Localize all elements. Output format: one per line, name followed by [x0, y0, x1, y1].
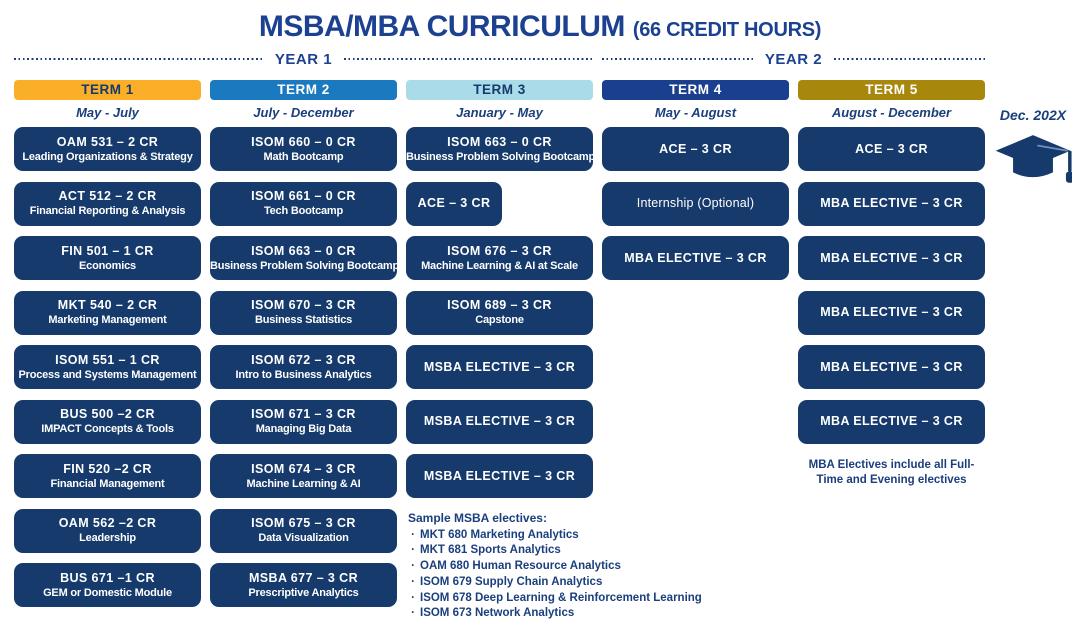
course-code: ISOM 660 – 0 CR [251, 134, 356, 149]
course-box [14, 182, 201, 226]
course-code: MBA ELECTIVE – 3 CR [820, 359, 963, 374]
dotted-line [602, 58, 753, 60]
course-code: MSBA ELECTIVE – 3 CR [423, 468, 576, 483]
course-box [210, 127, 397, 171]
term-months: July - December [253, 105, 354, 120]
course-box [798, 400, 985, 444]
dotted-line [344, 58, 593, 60]
course-box [406, 345, 593, 389]
elective-item [406, 543, 680, 559]
dotted-line [834, 58, 985, 60]
graduation-date: Dec. 202X [999, 107, 1067, 123]
course-title: Data Visualization [258, 532, 349, 544]
course-code: ISOM 551 – 1 CR [55, 352, 160, 367]
course-title: Leadership [79, 532, 136, 544]
course-box [798, 345, 985, 389]
course-title: Capstone [475, 314, 524, 326]
dotted-line [14, 58, 263, 60]
course-code: ACE – 3 CR [855, 141, 928, 156]
course-code: BUS 500 –2 CR [60, 407, 155, 421]
mba-electives-note: MBA Electives include all Full-Time and Evening electives [808, 459, 975, 486]
course-box [210, 509, 397, 553]
course-box [14, 291, 201, 335]
title-credit-hours: (66 CREDIT HOURS) [632, 19, 822, 41]
sample-electives [406, 510, 702, 623]
term-months: May - August [654, 105, 737, 120]
course-code: FIN 501 – 1 CR [61, 243, 154, 258]
elective-item [406, 591, 702, 607]
course-box [14, 236, 201, 280]
course-code: MSBA 677 – 3 CR [248, 570, 359, 585]
term-column-4 [602, 80, 789, 291]
course-box [14, 454, 201, 498]
course-box [210, 400, 397, 444]
course-code: ISOM 670 – 3 CR [251, 298, 356, 312]
course-code: ISOM 672 – 3 CR [251, 352, 356, 367]
course-code: ISOM 676 – 3 CR [447, 243, 552, 258]
course-code: ISOM 675 – 3 CR [251, 516, 356, 530]
course-code: ISOM 663 – 0 CR [447, 134, 552, 149]
course-title: GEM or Domestic Module [43, 586, 172, 599]
year-row [0, 50, 1080, 68]
course-box [406, 291, 593, 335]
course-box [406, 400, 593, 444]
course-box [14, 509, 201, 553]
page-title [0, 10, 1080, 44]
course-box [406, 127, 593, 171]
bullet-icon: · [411, 560, 415, 573]
grad-area [994, 80, 1072, 191]
course-title: Machine Learning & AI [246, 477, 361, 490]
course-title: Machine Learning & AI at Scale [421, 259, 578, 272]
course-box [798, 236, 985, 280]
course-box [210, 345, 397, 389]
course-code: ISOM 689 – 3 CR [447, 298, 552, 312]
elective-item [406, 559, 680, 575]
course-box [210, 182, 397, 226]
term-header: TERM 3 [406, 80, 593, 100]
elective-item-label: ISOM 673 Network Analytics [420, 607, 575, 620]
course-title: Financial Management [50, 477, 165, 490]
elective-item [406, 528, 680, 544]
course-code: ACT 512 – 2 CR [58, 189, 157, 203]
course-box [210, 454, 397, 498]
elective-item [406, 606, 680, 622]
course-box [798, 127, 985, 171]
course-box [602, 127, 789, 171]
course-box [210, 236, 397, 280]
course-code: BUS 671 –1 CR [60, 570, 155, 585]
course-code: ISOM 661 – 0 CR [251, 189, 356, 203]
course-title: Managing Big Data [255, 423, 352, 435]
course-title: Business Problem Solving Bootcamp [406, 150, 595, 163]
course-code: MSBA ELECTIVE – 3 CR [423, 359, 576, 374]
course-box [14, 345, 201, 389]
course-box [798, 291, 985, 335]
course-code: ISOM 674 – 3 CR [251, 461, 356, 476]
course-box [406, 182, 502, 226]
elective-item [406, 575, 680, 591]
course-title: Process and Systems Management [18, 368, 197, 381]
term-header: TERM 2 [210, 80, 397, 100]
course-code: ACE – 3 CR [659, 141, 732, 156]
course-title: Economics [79, 259, 136, 272]
course-box [798, 182, 985, 226]
bullet-icon: · [411, 575, 415, 588]
course-title: Financial Reporting & Analysis [29, 205, 186, 217]
elective-item-label: ISOM 678 Deep Learning & Reinforcement Learning [420, 591, 702, 604]
course-code: OAM 531 – 2 CR [56, 134, 159, 149]
course-title: IMPACT Concepts & Tools [41, 423, 174, 435]
course-code: ACE – 3 CR [417, 196, 491, 210]
course-box [14, 127, 201, 171]
course-code: FIN 520 –2 CR [63, 461, 152, 476]
course-title: Business Statistics [254, 314, 353, 326]
course-code: ISOM 663 – 0 CR [251, 243, 356, 258]
course-code: OAM 562 –2 CR [58, 516, 157, 530]
course-code: MBA ELECTIVE – 3 CR [820, 414, 963, 428]
term-months: May - July [76, 105, 139, 120]
terms-row [0, 80, 1080, 622]
course-box [602, 182, 789, 226]
bullet-icon: · [411, 591, 415, 604]
term-months: January - May [456, 105, 543, 120]
course-code: MKT 540 – 2 CR [57, 298, 158, 312]
bullet-icon: · [411, 607, 415, 620]
course-code: MBA ELECTIVE – 3 CR [820, 250, 963, 265]
course-code: Internship (Optional) [636, 196, 755, 210]
course-box [210, 563, 397, 607]
term-column-1 [14, 80, 201, 618]
course-code: MSBA ELECTIVE – 3 CR [423, 414, 576, 428]
year-1-band [14, 51, 593, 68]
year-2-label: YEAR 2 [764, 50, 823, 68]
course-code: MBA ELECTIVE – 3 CR [820, 196, 963, 210]
course-box [210, 291, 397, 335]
course-title: Marketing Management [48, 314, 167, 326]
course-title: Tech Bootcamp [263, 205, 344, 217]
term-header: TERM 4 [602, 80, 789, 100]
sample-electives-heading: Sample MSBA electives: [408, 510, 547, 525]
course-box [406, 454, 593, 498]
year-2-band [602, 51, 985, 68]
term-header: TERM 5 [798, 80, 985, 100]
bullet-icon: · [411, 544, 415, 557]
elective-item-label: OAM 680 Human Resource Analytics [420, 560, 621, 573]
course-code: ISOM 671 – 3 CR [251, 407, 356, 421]
course-title: Business Problem Solving Bootcamp [210, 259, 399, 272]
elective-item-label: MKT 680 Marketing Analytics [420, 528, 579, 541]
course-box [14, 400, 201, 444]
year-1-label: YEAR 1 [274, 50, 333, 68]
term-column-5 [798, 80, 985, 488]
graduation-cap-icon [994, 133, 1072, 191]
course-code: MBA ELECTIVE – 3 CR [624, 250, 767, 265]
bullet-icon: · [411, 528, 415, 541]
course-title: Intro to Business Analytics [235, 368, 372, 381]
course-box [602, 236, 789, 280]
course-title: Leading Organizations & Strategy [22, 150, 193, 163]
course-title: Math Bootcamp [263, 150, 344, 163]
term-header: TERM 1 [14, 80, 201, 100]
course-box [406, 236, 593, 280]
title-main: MSBA/MBA CURRICULUM [258, 10, 625, 43]
term-column-2 [210, 80, 397, 618]
elective-item-label: ISOM 679 Supply Chain Analytics [420, 575, 603, 588]
course-box [14, 563, 201, 607]
elective-item-label: MKT 681 Sports Analytics [420, 544, 561, 557]
course-title: Prescriptive Analytics [248, 586, 359, 599]
course-code: MBA ELECTIVE – 3 CR [820, 305, 963, 319]
term-months: August - December [831, 105, 952, 120]
